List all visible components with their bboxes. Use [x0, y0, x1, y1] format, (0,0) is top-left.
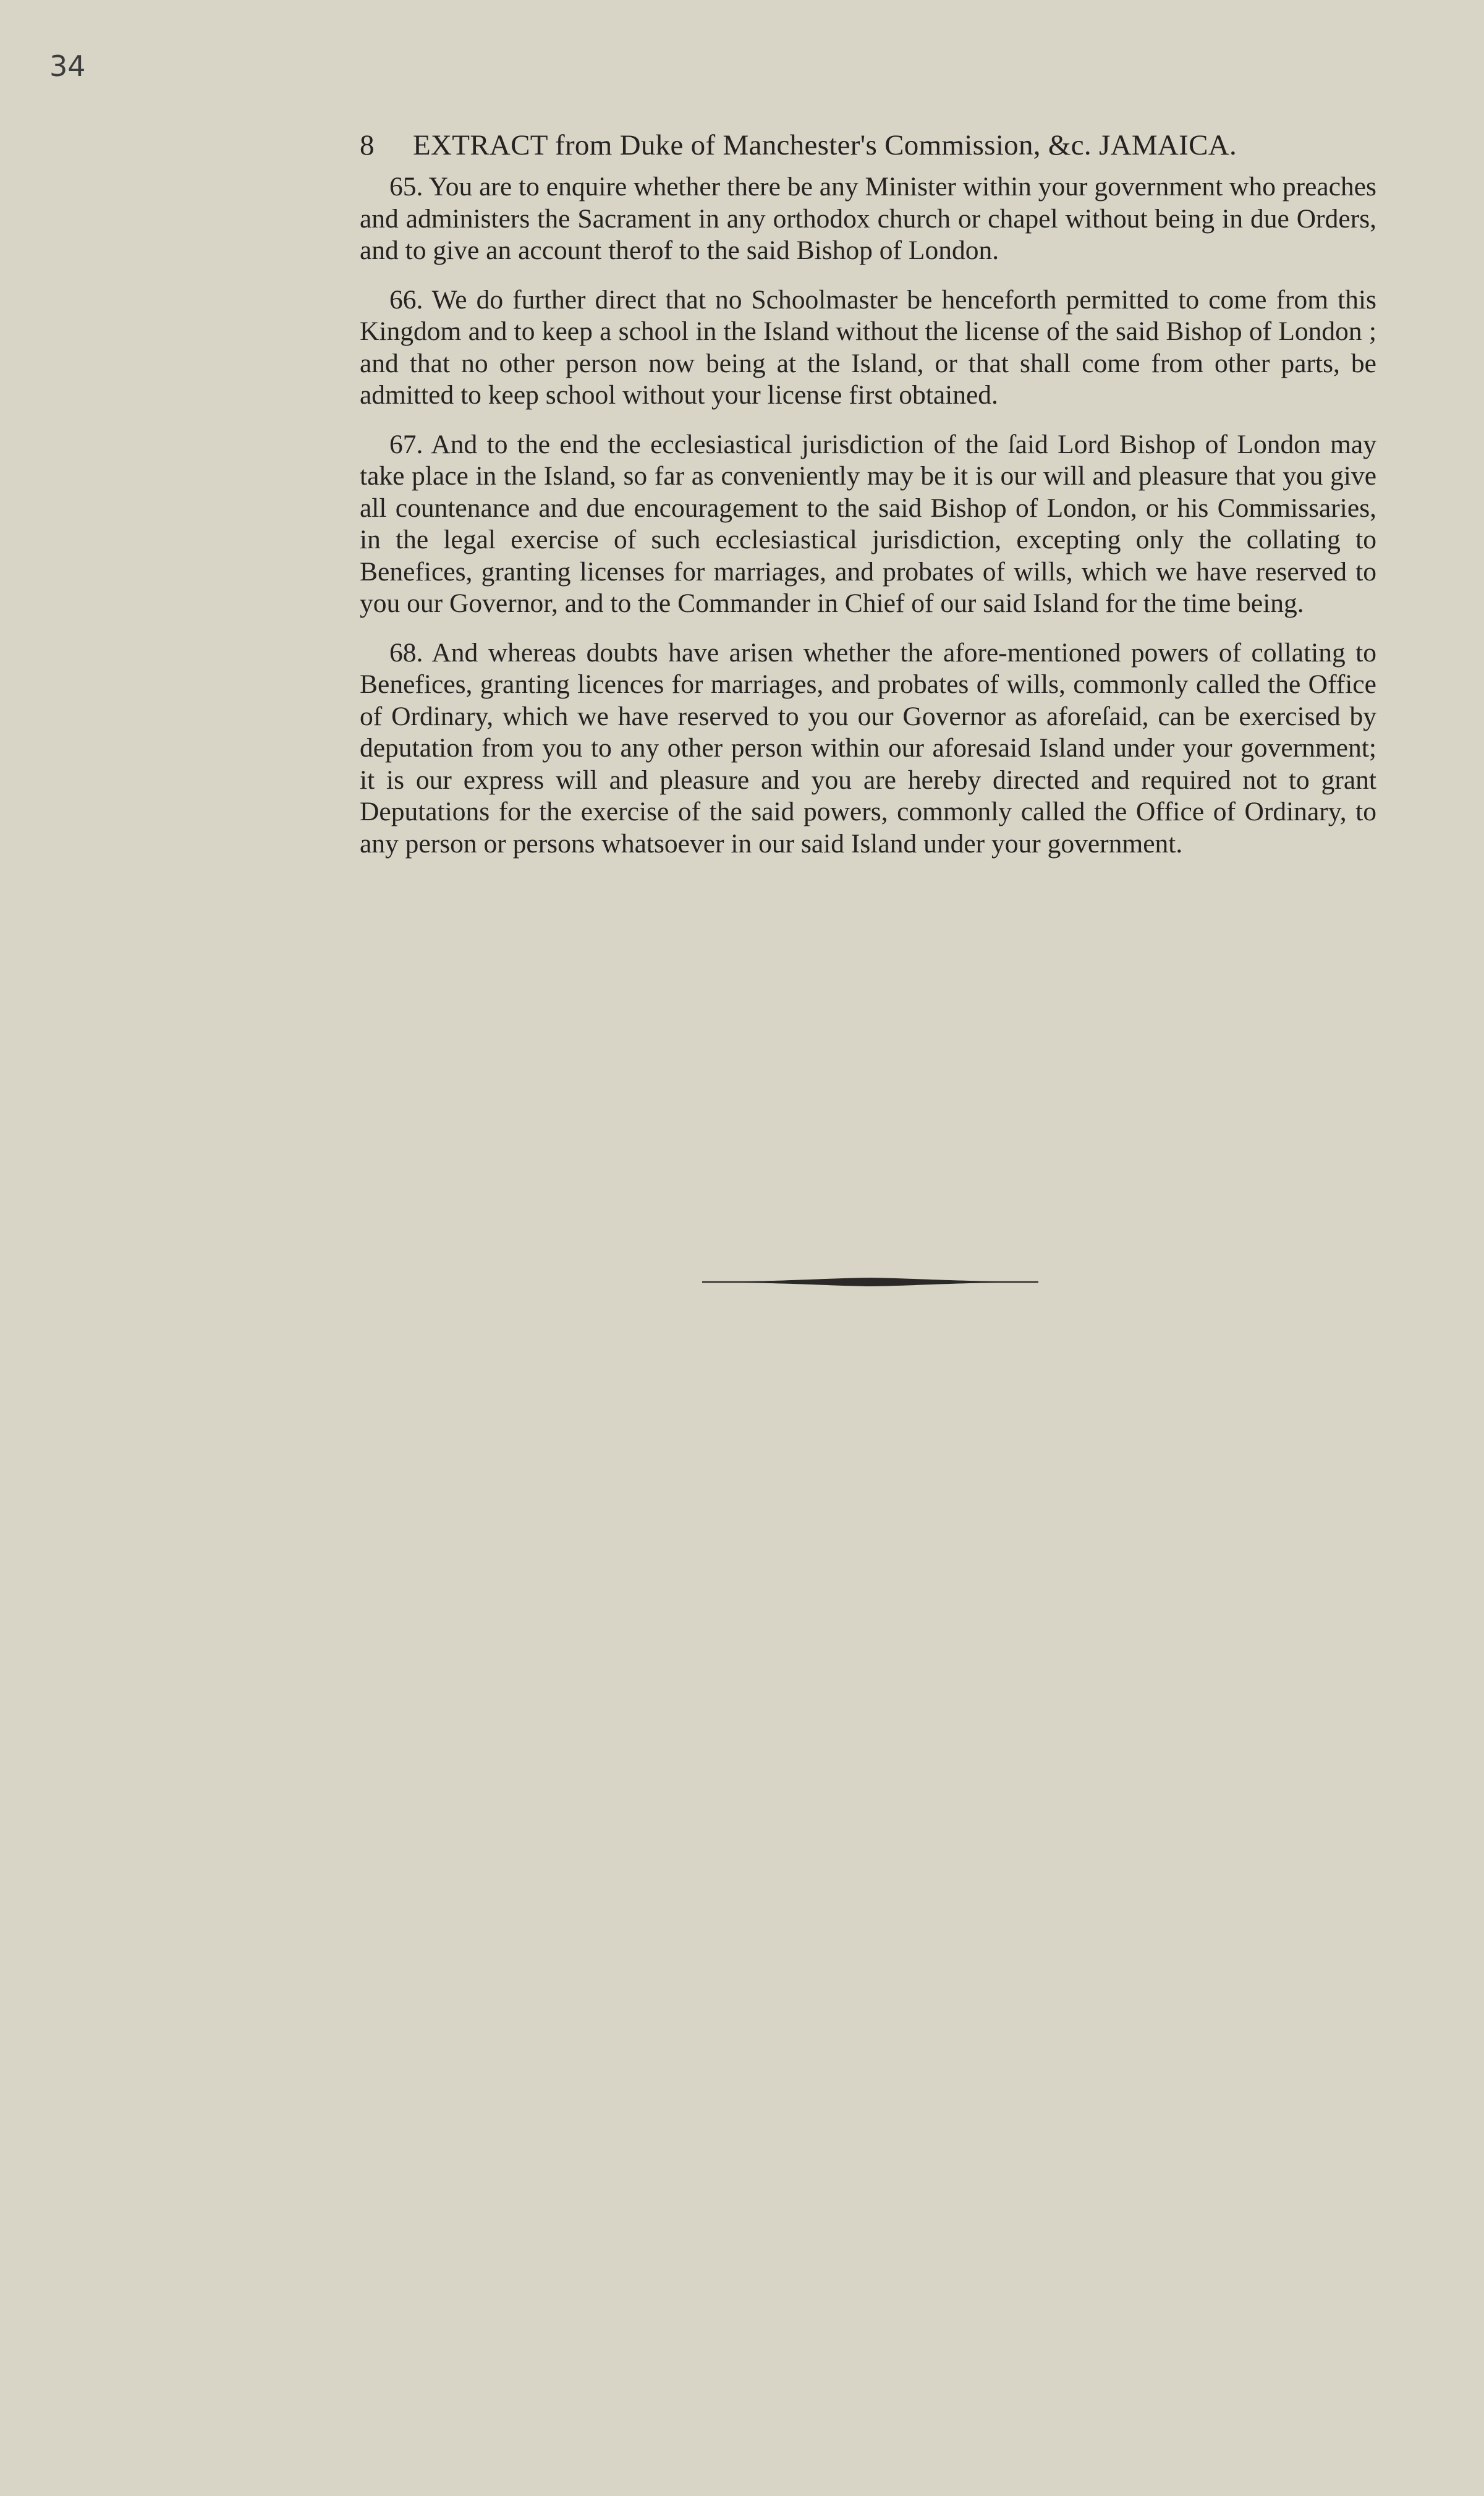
- paragraph-68: 68. And whereas doubts have arisen whether the afore-mentioned powers of collating to Benefices, granting licences for marriages, and probates of wills, commonly called the Office of Ordinary, which we have reserved to you our Governor as aforeſaid, can be exercised by deputation from you to any other person within our aforesaid Island under your government; it is our express will and pleasure and you are hereby directed and required not to grant Deputations for the exercise of the said powers, commonly called the Office of Ordinary, to any person or persons whatsoever in our said Island under your government.: [360, 637, 1376, 859]
- paragraph-65: 65. You are to enquire whether there be any Minister within your government who preaches and administers the Sacrament in any orthodox church or chapel without being in due Orders, and to give an account therof to the said Bishop of London.: [360, 172, 1376, 265]
- page-number: 34: [49, 49, 86, 83]
- folio-number: 8: [360, 129, 375, 161]
- document-body: [360, 121, 1376, 877]
- paragraph-67: 67. And to the end the ecclesiastical jurisdiction of the ſaid Lord Bishop of London may take place in the Island, so far as conveniently may be it is our will and pleasure that you give all countenance and due encouragement to the said Bishop of London, or his Commissaries, in the legal exercise of such ecclesiastical jurisdiction, excepting only the collating to Benefices, granting licenses for marriages, and probates of wills, which we have reserved to you our Governor, and to the Commander in Chief of our said Island for the time being.: [360, 429, 1376, 618]
- paragraph-66: 66. We do further direct that no Schoolmaster be henceforth permitted to come from this Kingdom and to keep a school in the Island without the license of the said Bishop of London ; and that no other person now being at the Island, or that shall come from other parts, be admitted to keep school without your license first obtained.: [360, 284, 1376, 410]
- running-head: [360, 121, 1376, 170]
- running-head-title: EXTRACT from Duke of Manchester's Commission, &c. JAMAICA.: [413, 129, 1237, 161]
- swelled-rule-icon: [702, 1275, 1038, 1289]
